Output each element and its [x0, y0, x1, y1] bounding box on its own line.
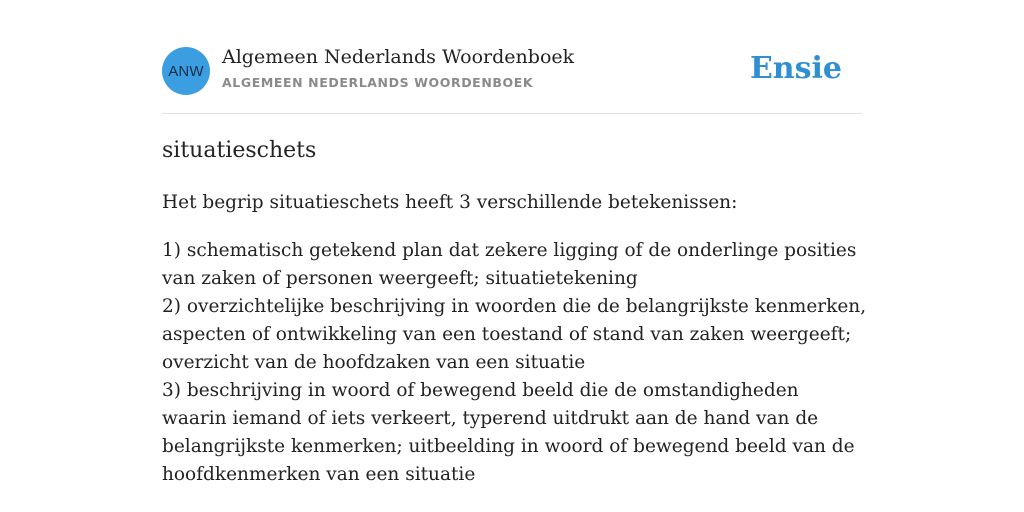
ensie-logo[interactable]: Ensie: [749, 51, 842, 86]
header: [162, 46, 862, 96]
source-title[interactable]: Algemeen Nederlands Woordenboek: [222, 46, 575, 68]
definition-item: 1) schematisch getekend plan dat zekere ligging of de onderlinge posities van zaken of personen weergeeft; situatietekening: [162, 240, 857, 289]
definition-item: 2) overzichtelijke beschrijving in woorden die de belangrijkste kenmerken, aspecten of ontwikkeling van een toestand of stand van zaken weergeeft; overzicht van de hoofdzaken van een situatie: [162, 296, 867, 373]
page-title: situatieschets: [162, 138, 317, 163]
divider: [162, 113, 862, 114]
definition-item: 3) beschrijving in woord of bewegend beeld die de omstandigheden waarin iemand of iets verkeert, typerend uitdrukt aan de hand van de belangrijkste kenmerken; uitbeelding in woord of bewegend beeld van de hoofdkenmerken van een situatie: [162, 380, 855, 485]
definition-list: [162, 237, 867, 489]
source-subtitle: ALGEMEEN NEDERLANDS WOORDENBOEK: [222, 75, 534, 90]
anw-logo[interactable]: ANW: [162, 47, 210, 95]
intro-text: Het begrip situatieschets heeft 3 verschillende betekenissen:: [162, 192, 738, 213]
